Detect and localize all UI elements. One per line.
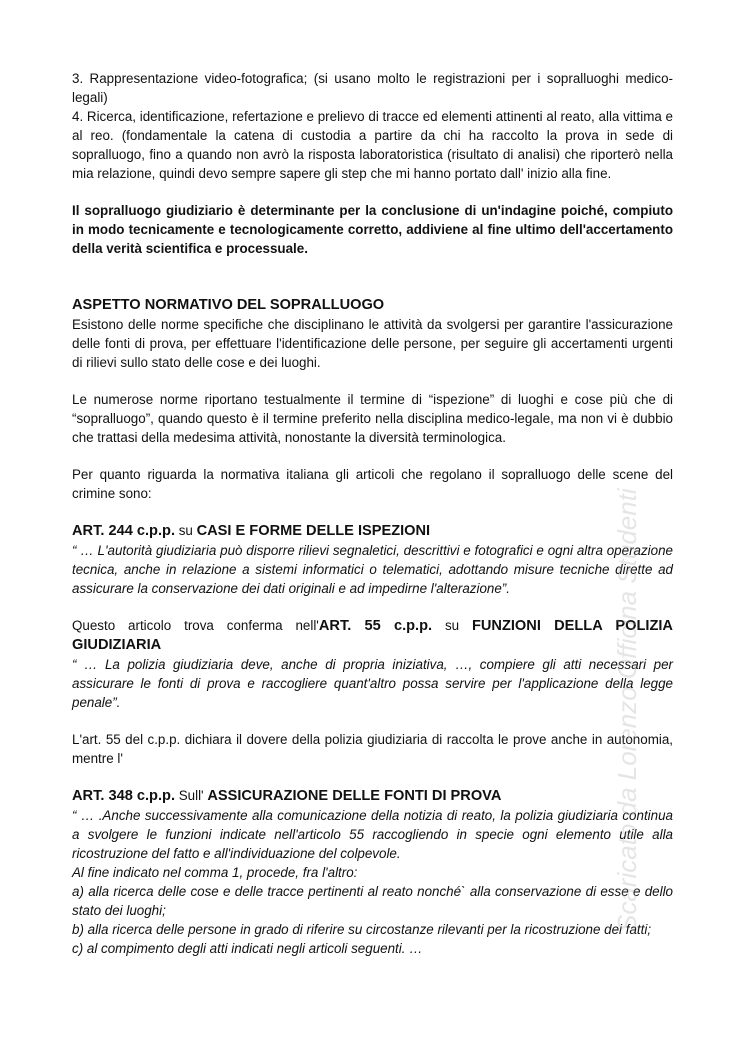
- art-244-title: CASI E FORME DELLE ISPEZIONI: [196, 523, 431, 539]
- watermark: [612, 488, 648, 932]
- art-244-heading: [72, 521, 673, 541]
- paragraph-ispezione: Le numerose norme riportano testualmente il termine di “ispezione” di luoghi e cose più che di “sopralluogo”, quando questo è il termine preferito nella disciplina medico-legale, ma non vi è dubbio che trattasi della medesima attività, nonostante la diversità terminologica.: [72, 392, 673, 445]
- paragraph-item-4: 4. Ricerca, identificazione, refertazione e prelievo di tracce ed elementi attinenti al reato, alla vittima e al reo. (fondamentale la catena di custodia a partire da chi ha raccolto la prova in sede di sopralluogo, fino a quando non avrò la risposta laboratoristica (risultato di analisi) che riporterò nella mia relazione, quindi devo sempre sapere gli step che mi hanno portato dall' inizio alla fine.: [72, 109, 673, 181]
- section-heading-normativo: ASPETTO NORMATIVO DEL SOPRALLUOGO: [72, 297, 385, 313]
- art-348-heading: [72, 786, 673, 806]
- paragraph-item-3: 3. Rappresentazione video-fotografica; (si usano molto le registrazioni per i sopralluoghi medico-legali): [72, 71, 673, 105]
- watermark-text: Scaricato da Lorenzo Officina Studenti: [612, 488, 642, 932]
- art-348-ref: ART. 348 c.p.p.: [72, 788, 175, 804]
- art-55-comment: L'art. 55 del c.p.p. dichiara il dovere della polizia giudiziaria di raccolta le prove anche in autonomia, mentre l': [72, 732, 673, 766]
- art-348-su: Sull': [175, 788, 208, 803]
- art-55-ref: ART. 55 c.p.p.: [318, 618, 433, 634]
- art-244-ref: ART. 244 c.p.p.: [72, 523, 175, 539]
- paragraph-norme-specifiche: Esistono delle norme specifiche che disciplinano le attività da svolgersi per garantire l'assicurazione delle fonti di prova, per effettuare l'identificazione delle persone, per seguire gli accertamenti urgenti di rilievi sullo stato delle cose e dei luoghi.: [72, 317, 673, 370]
- art-348-title: ASSICURAZIONE DELLE FONTI DI PROVA: [207, 788, 502, 804]
- art-55-quote: “ … La polizia giudiziaria deve, anche di propria iniziativa, …, compiere gli atti necessari per assicurare le fonti di prova e raccogliere quant'altro possa servire per l'applicazione della legge penale”.: [72, 657, 673, 710]
- art-348-line-b: b) alla ricerca delle persone in grado di riferire su circostanze rilevanti per la ricostruzione dei fatti;: [72, 922, 652, 937]
- art-348-quote: “ … .Anche successivamente alla comunicazione della notizia di reato, la polizia giudiziaria continua a svolgere le funzioni indicate nell'articolo 55 raccogliendo in specie ogni elemento utile alla ricostruzione del fatto e all'individuazione del colpevole.: [72, 808, 673, 861]
- art-55-heading: [72, 616, 673, 655]
- art-244-su: su: [175, 523, 197, 538]
- paragraph-normativa-italiana: Per quanto riguarda la normativa italiana gli articoli che regolano il sopralluogo delle scene del crimine sono:: [72, 467, 673, 501]
- art-55-su: su: [432, 618, 472, 633]
- art-348-line-c: c) al compimento degli atti indicati negli articoli seguenti. …: [72, 941, 423, 956]
- art-244-quote: “ … L'autorità giudiziaria può disporre rilievi segnaletici, descrittivi e fotografici e ogni altra operazione tecnica, anche in relazione a sistemi informatici o telematici, adottando misure tecniche dirette ad assicurare la conservazione dei dati originali e ad impedirne l'alterazione”.: [72, 543, 673, 596]
- art-55-lead: Questo articolo trova conferma nell': [72, 618, 319, 633]
- art-348-line-a: a) alla ricerca delle cose e delle tracce pertinenti al reato nonché` alla conservazione di esse e dello stato dei luoghi;: [72, 884, 673, 918]
- art-348-line-intro: Al fine indicato nel comma 1, procede, fra l'altro:: [72, 865, 358, 880]
- paragraph-sopralluogo-giudiziario: Il sopralluogo giudiziario è determinante per la conclusione di un'indagine poiché, compiuto in modo tecnicamente e tecnologicamente corretto, addiviene al fine ultimo dell'accertamento della verità scientifica e processuale.: [72, 203, 673, 256]
- art-55-title: FUNZIONI DELLA POLIZIA GIUDIZIARIA: [72, 618, 673, 653]
- document-page: [72, 69, 673, 958]
